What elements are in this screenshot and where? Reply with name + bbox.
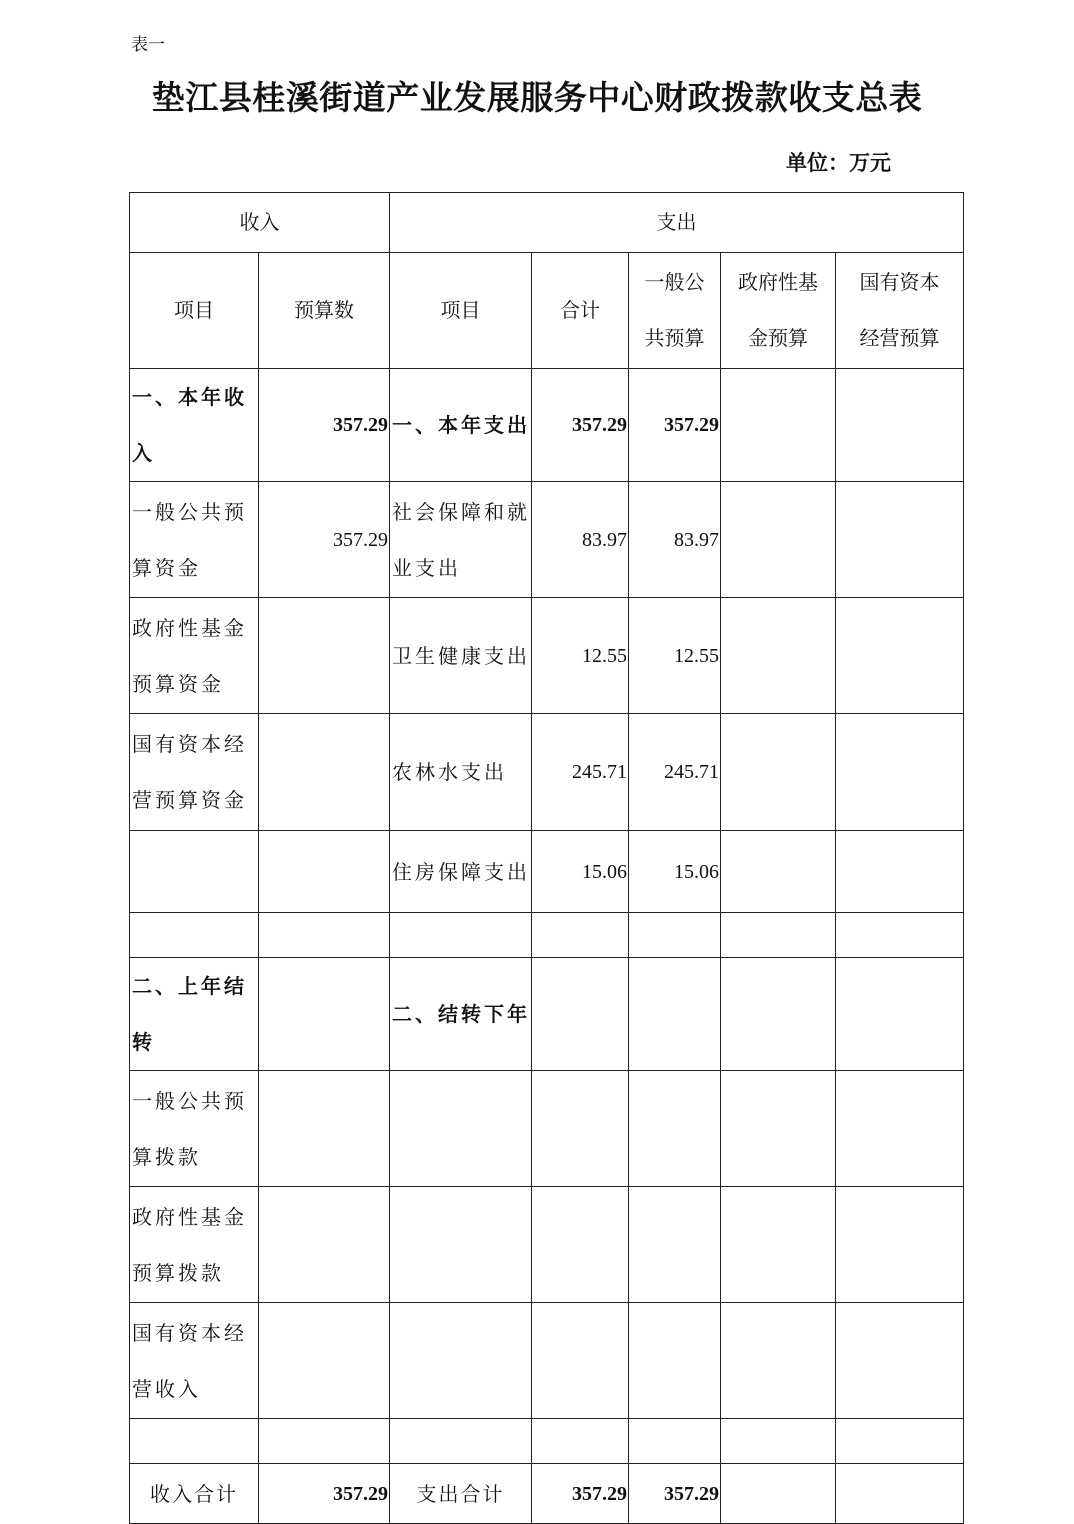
expense-item — [390, 1187, 532, 1303]
income-item: 国有资本经 营收入 — [130, 1303, 259, 1419]
expense-general-budget: 357.29 — [629, 369, 721, 482]
expense-item: 住房保障支出 — [390, 831, 532, 913]
income-budget-value: 357.29 — [259, 369, 390, 482]
page-title: 垫江县桂溪街道产业发展服务中心财政拨款收支总表 — [151, 78, 923, 117]
expense-state-capital-budget — [836, 369, 964, 482]
expense-total: 83.97 — [532, 482, 629, 598]
expense-gov-fund-budget — [721, 831, 836, 913]
expense-item: 二、结转下年 — [390, 958, 532, 1071]
expense-state-capital-budget — [836, 831, 964, 913]
table-row — [130, 714, 964, 831]
expense-total — [532, 958, 629, 1071]
table-row — [130, 831, 964, 913]
expense-state-capital-budget — [836, 598, 964, 714]
income-budget-value — [259, 958, 390, 1071]
expense-gov-fund-budget — [721, 913, 836, 958]
finance-table — [129, 192, 964, 1524]
expense-gov-fund-budget — [721, 1071, 836, 1187]
table-row — [130, 1303, 964, 1419]
expense-state-capital-budget — [836, 1071, 964, 1187]
expense-general-budget — [629, 958, 721, 1071]
income-budget-value — [259, 1071, 390, 1187]
table-row — [130, 1419, 964, 1464]
expense-item — [390, 1419, 532, 1464]
expense-general-budget: 245.71 — [629, 714, 721, 831]
income-budget-value — [259, 598, 390, 714]
expense-total — [532, 1303, 629, 1419]
expense-general-budget — [629, 1419, 721, 1464]
expense-item — [390, 1071, 532, 1187]
income-budget-value — [259, 714, 390, 831]
income-item: 一、本年收入 — [130, 369, 259, 482]
table-row — [130, 369, 964, 482]
table-row — [130, 482, 964, 598]
income-budget-value — [259, 1187, 390, 1303]
expense-general-budget — [629, 1187, 721, 1303]
expense-total: 357.29 — [532, 369, 629, 482]
header-budget: 预算数 — [259, 253, 390, 369]
expense-total — [532, 913, 629, 958]
income-item — [130, 913, 259, 958]
income-budget-value — [259, 1419, 390, 1464]
expense-item: 卫生健康支出 — [390, 598, 532, 714]
expense-gov-fund-budget — [721, 958, 836, 1071]
expense-state-capital-budget — [836, 714, 964, 831]
table-row — [130, 1187, 964, 1303]
expense-total-value: 357.29 — [532, 1464, 629, 1524]
expense-gov-fund-budget — [721, 1419, 836, 1464]
expense-total — [532, 1187, 629, 1303]
expense-general-budget: 15.06 — [629, 831, 721, 913]
expense-general-budget: 12.55 — [629, 598, 721, 714]
expense-gov-fund-budget — [721, 1187, 836, 1303]
expense-state-capital-budget — [836, 1187, 964, 1303]
expense-general-budget — [629, 913, 721, 958]
income-item: 政府性基金 预算拨款 — [130, 1187, 259, 1303]
income-item: 政府性基金 预算资金 — [130, 598, 259, 714]
income-item: 一般公共预 算资金 — [130, 482, 259, 598]
expense-item — [390, 1303, 532, 1419]
income-item — [130, 1419, 259, 1464]
income-budget-value — [259, 913, 390, 958]
income-budget-value — [259, 831, 390, 913]
expense-general-budget — [629, 1303, 721, 1419]
expense-total-label: 支出合计 — [390, 1464, 532, 1524]
income-budget-value — [259, 1303, 390, 1419]
expense-item: 社会保障和就 业支出 — [390, 482, 532, 598]
income-budget-value: 357.29 — [259, 482, 390, 598]
expense-gov-fund-budget — [721, 482, 836, 598]
expense-total: 245.71 — [532, 714, 629, 831]
table-row — [130, 1071, 964, 1187]
expense-general-budget — [629, 1071, 721, 1187]
header-general-budget: 一般公 共预算 — [629, 253, 721, 369]
expense-general-budget: 83.97 — [629, 482, 721, 598]
expense-state-capital-budget — [836, 1419, 964, 1464]
expense-state-capital-budget — [836, 1303, 964, 1419]
expense-gov-fund-budget — [721, 714, 836, 831]
income-item: 二、上年结转 — [130, 958, 259, 1071]
doc-label: 表一 — [131, 35, 165, 55]
table-row — [130, 958, 964, 1071]
expense-total-gov-fund — [721, 1464, 836, 1524]
unit-label: 单位：万元 — [786, 150, 891, 175]
expense-state-capital-budget — [836, 958, 964, 1071]
header-state-capital-budget: 国有资本 经营预算 — [836, 253, 964, 369]
income-item: 国有资本经 营预算资金 — [130, 714, 259, 831]
expense-total-general: 357.29 — [629, 1464, 721, 1524]
header-item: 项目 — [130, 253, 259, 369]
income-total-label: 收入合计 — [130, 1464, 259, 1524]
expense-total-state-capital — [836, 1464, 964, 1524]
table-row — [130, 598, 964, 714]
header-expense-item: 项目 — [390, 253, 532, 369]
expense-item: 一、本年支出 — [390, 369, 532, 482]
expense-gov-fund-budget — [721, 1303, 836, 1419]
expense-total: 15.06 — [532, 831, 629, 913]
income-item — [130, 831, 259, 913]
expense-total — [532, 1071, 629, 1187]
expense-state-capital-budget — [836, 482, 964, 598]
expense-gov-fund-budget — [721, 598, 836, 714]
expense-total: 12.55 — [532, 598, 629, 714]
income-total-value: 357.29 — [259, 1464, 390, 1524]
expense-item: 农林水支出 — [390, 714, 532, 831]
header-income: 收入 — [130, 193, 390, 253]
income-item: 一般公共预 算拨款 — [130, 1071, 259, 1187]
table-row — [130, 913, 964, 958]
expense-total — [532, 1419, 629, 1464]
expense-gov-fund-budget — [721, 369, 836, 482]
totals-row — [130, 1464, 964, 1524]
expense-state-capital-budget — [836, 913, 964, 958]
header-gov-fund-budget: 政府性基 金预算 — [721, 253, 836, 369]
header-total: 合计 — [532, 253, 629, 369]
expense-item — [390, 913, 532, 958]
header-expense: 支出 — [390, 193, 964, 253]
